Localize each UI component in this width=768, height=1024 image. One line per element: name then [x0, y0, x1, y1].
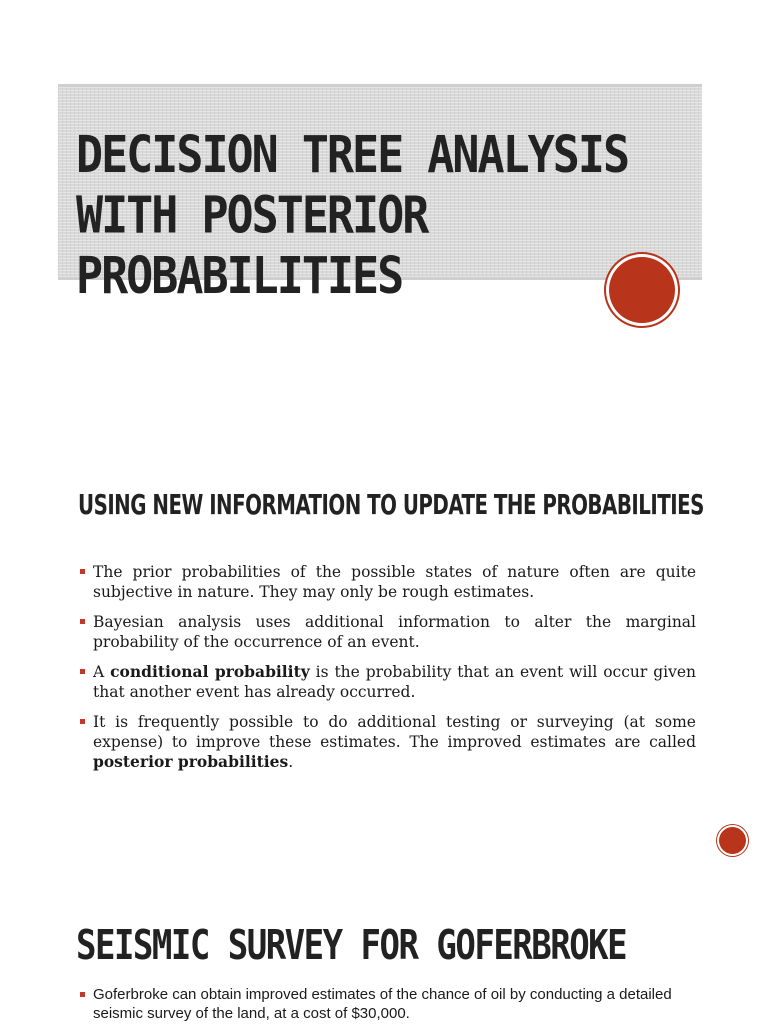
list-item — [80, 562, 696, 602]
bullet-list — [80, 985, 696, 1023]
title-line-2: WITH POSTERIOR PROBABILITIES — [76, 185, 428, 306]
bullet-text-bold: conditional probability — [110, 662, 310, 681]
accent-circle-large — [609, 257, 675, 323]
bullet-marker — [80, 992, 85, 997]
bullet-text-post: . — [288, 753, 294, 771]
slide-heading: SEISMIC SURVEY FOR GOFERBROKE — [76, 922, 627, 970]
bullet-marker — [80, 669, 85, 674]
slide-title-text — [76, 125, 696, 306]
bullet-text: Bayesian analysis uses additional information to alter the marginal probability of the occurrence of an event. — [93, 613, 696, 651]
bullet-marker — [80, 569, 85, 574]
list-item — [80, 662, 696, 702]
slide-title — [0, 0, 768, 440]
title-band — [58, 84, 702, 306]
slide-seismic-survey — [0, 880, 768, 1024]
accent-circle-small — [719, 827, 746, 854]
bullet-text-pre: It is frequently possible to do additional testing or surveying (at some expense) to improve these estimates. The improved estimates are called — [93, 713, 696, 751]
list-item — [80, 712, 696, 772]
bullet-text: The prior probabilities of the possible states of nature often are quite subjective in nature. They may only be rough estimates. — [93, 563, 696, 601]
bullet-text: Goferbroke can obtain improved estimates of the chance of oil by conducting a detailed seismic survey of the land, at a cost of $30,000. — [93, 986, 672, 1022]
bullet-marker — [80, 719, 85, 724]
bullet-marker — [80, 619, 85, 624]
bullet-text-post: is the probability that an event will occur given that another event has already occurred. — [93, 663, 696, 701]
list-item — [80, 612, 696, 652]
bullet-list — [80, 562, 696, 782]
slide-new-information — [0, 440, 768, 880]
slide-heading: USING NEW INFORMATION TO UPDATE THE PROBABILITIES — [78, 490, 704, 522]
bullet-text-pre: A — [93, 663, 111, 681]
title-line-1: DECISION TREE ANALYSIS — [76, 125, 629, 185]
bullet-text-bold: posterior probabilities — [93, 752, 289, 771]
list-item — [80, 985, 696, 1023]
